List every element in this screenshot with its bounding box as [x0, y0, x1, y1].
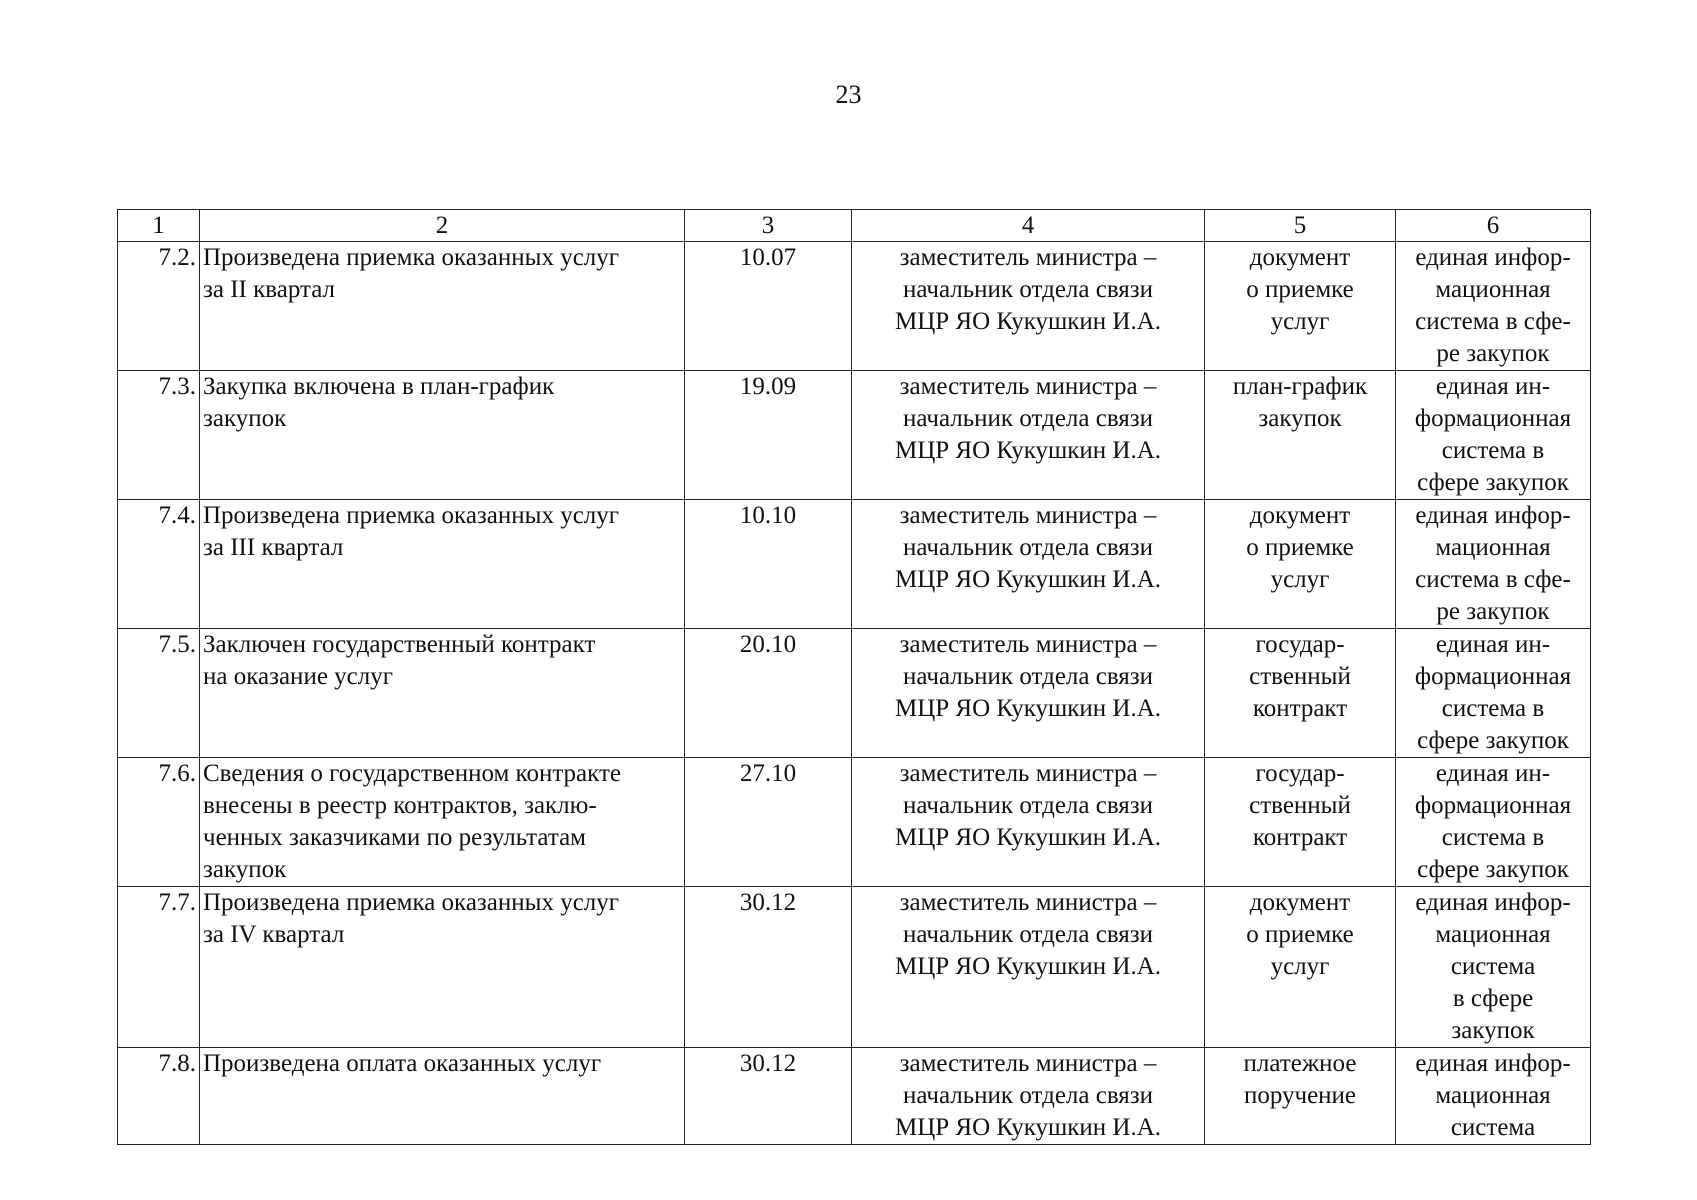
row-responsible: заместитель министра – начальник отдела связи МЦР ЯО Кукушкин И.А.	[852, 1048, 1205, 1145]
table-row	[118, 1048, 1591, 1145]
row-responsible: заместитель министра – начальник отдела связи МЦР ЯО Кукушкин И.А.	[852, 371, 1205, 500]
column-header: 4	[852, 210, 1205, 242]
row-document: государ- ственный контракт	[1205, 758, 1396, 887]
row-number: 7.4.	[118, 500, 200, 629]
row-responsible: заместитель министра – начальник отдела связи МЦР ЯО Кукушкин И.А.	[852, 629, 1205, 758]
table-row	[118, 758, 1591, 887]
column-header: 5	[1205, 210, 1396, 242]
table-row	[118, 371, 1591, 500]
row-system: единая ин- формационная система в сфере закупок	[1396, 629, 1591, 758]
table-header-row	[118, 210, 1591, 242]
column-header: 1	[118, 210, 200, 242]
row-document: платежное поручение	[1205, 1048, 1396, 1145]
row-responsible: заместитель министра – начальник отдела связи МЦР ЯО Кукушкин И.А.	[852, 242, 1205, 371]
row-event: Произведена оплата оказанных услуг	[200, 1048, 685, 1145]
column-header: 2	[200, 210, 685, 242]
row-document: документ о приемке услуг	[1205, 887, 1396, 1048]
row-number: 7.5.	[118, 629, 200, 758]
column-header: 6	[1396, 210, 1591, 242]
row-event: Заключен государственный контракт на оказание услуг	[200, 629, 685, 758]
row-document: государ- ственный контракт	[1205, 629, 1396, 758]
row-system: единая инфор- мационная система	[1396, 1048, 1591, 1145]
row-number: 7.7.	[118, 887, 200, 1048]
row-event: Сведения о государственном контракте внесены в реестр контрактов, заклю- ченных заказчиками по результатам закупок	[200, 758, 685, 887]
row-responsible: заместитель министра – начальник отдела связи МЦР ЯО Кукушкин И.А.	[852, 758, 1205, 887]
row-system: единая инфор- мационная система в сфе- ре закупок	[1396, 242, 1591, 371]
table-row	[118, 629, 1591, 758]
row-event: Закупка включена в план-график закупок	[200, 371, 685, 500]
row-event: Произведена приемка оказанных услуг за IV квартал	[200, 887, 685, 1048]
row-document: документ о приемке услуг	[1205, 242, 1396, 371]
row-date: 20.10	[685, 629, 852, 758]
column-header: 3	[685, 210, 852, 242]
table-row	[118, 500, 1591, 629]
row-date: 27.10	[685, 758, 852, 887]
row-date: 10.07	[685, 242, 852, 371]
row-number: 7.8.	[118, 1048, 200, 1145]
row-number: 7.6.	[118, 758, 200, 887]
row-system: единая инфор- мационная система в сфере закупок	[1396, 887, 1591, 1048]
row-date: 10.10	[685, 500, 852, 629]
plan-table	[117, 209, 1591, 1145]
row-system: единая инфор- мационная система в сфе- ре закупок	[1396, 500, 1591, 629]
row-date: 19.09	[685, 371, 852, 500]
row-date: 30.12	[685, 887, 852, 1048]
row-system: единая ин- формационная система в сфере закупок	[1396, 758, 1591, 887]
row-document: документ о приемке услуг	[1205, 500, 1396, 629]
row-number: 7.3.	[118, 371, 200, 500]
row-document: план-график закупок	[1205, 371, 1396, 500]
row-responsible: заместитель министра – начальник отдела связи МЦР ЯО Кукушкин И.А.	[852, 887, 1205, 1048]
row-date: 30.12	[685, 1048, 852, 1145]
table-row	[118, 887, 1591, 1048]
row-responsible: заместитель министра – начальник отдела связи МЦР ЯО Кукушкин И.А.	[852, 500, 1205, 629]
row-number: 7.2.	[118, 242, 200, 371]
row-event: Произведена приемка оказанных услуг за III квартал	[200, 500, 685, 629]
row-event: Произведена приемка оказанных услуг за II квартал	[200, 242, 685, 371]
table-row	[118, 242, 1591, 371]
page-number: 23	[835, 80, 862, 109]
row-system: единая ин- формационная система в сфере закупок	[1396, 371, 1591, 500]
